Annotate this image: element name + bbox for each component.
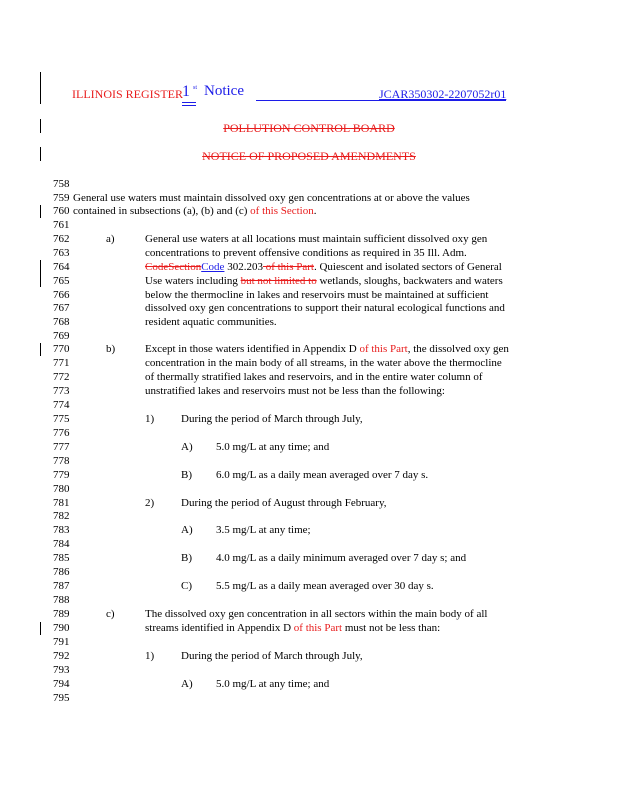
inserted-text: Code — [201, 261, 225, 273]
line-number: 770 — [53, 343, 70, 355]
body-line: Except in those waters identified in Appendix D of this Part, the dissolved oxy gen — [145, 343, 509, 355]
line-number: 781 — [53, 497, 70, 509]
line-number: 771 — [53, 357, 70, 369]
body-line: dissolved oxy gen concentrations to support their natural ecological functions and — [145, 302, 505, 314]
line-number: 760 — [53, 205, 70, 217]
line-number: 777 — [53, 441, 70, 453]
body-line: During the period of August through February, — [181, 497, 387, 509]
body-line: During the period of March through July, — [181, 413, 363, 425]
body-line: 4.0 mg/L as a daily minimum averaged over 7 day s; and — [216, 552, 467, 564]
line-number: 769 — [53, 330, 70, 342]
line-number: 774 — [53, 399, 70, 411]
item-number: 2) — [145, 497, 155, 509]
line-number: 778 — [53, 455, 70, 467]
change-bar — [40, 205, 41, 218]
line-number: 779 — [53, 469, 70, 481]
line-number: 786 — [53, 566, 70, 578]
item-label: B) — [181, 469, 192, 481]
item-label: A) — [181, 441, 193, 453]
body-line: During the period of March through July, — [181, 650, 363, 662]
line-number: 780 — [53, 483, 70, 495]
body-line: 5.0 mg/L at any time; and — [216, 678, 330, 690]
line-number: 758 — [53, 178, 70, 190]
subsection-label: a) — [106, 233, 115, 245]
jcar-code: JCAR350302-2207052r01 — [379, 87, 507, 101]
line-number: 784 — [53, 538, 70, 550]
line-number: 787 — [53, 580, 70, 592]
body-line: 6.0 mg/L as a daily mean averaged over 7 day s. — [216, 469, 429, 481]
body-line: of thermally stratified lakes and reservoirs, and in the entire water column of — [145, 371, 483, 383]
body-line: concentrations to prevent offensive conditions as required in 35 Ill. Adm. — [145, 247, 467, 259]
header-underline — [182, 105, 196, 106]
header-underline — [182, 102, 196, 103]
line-number: 761 — [53, 219, 70, 231]
line-number: 772 — [53, 371, 70, 383]
page-number-superscript: st — [193, 85, 198, 91]
line-number: 766 — [53, 289, 70, 301]
line-number: 762 — [53, 233, 70, 245]
page-number: 1 — [182, 83, 190, 100]
line-number: 790 — [53, 622, 70, 634]
line-number: 788 — [53, 594, 70, 606]
line-number: 792 — [53, 650, 70, 662]
line-number: 768 — [53, 316, 70, 328]
item-label: A) — [181, 678, 193, 690]
item-number: 1) — [145, 650, 155, 662]
line-number: 767 — [53, 302, 70, 314]
line-number: 764 — [53, 261, 70, 273]
item-number: 1) — [145, 413, 155, 425]
change-bar — [40, 260, 41, 287]
item-label: B) — [181, 552, 192, 564]
line-number: 783 — [53, 524, 70, 536]
body-line: CodeSectionCode 302.203 of this Part. Quiescent and isolated sectors of General — [145, 261, 502, 273]
change-bar — [40, 72, 41, 104]
body-line: 5.0 mg/L at any time; and — [216, 441, 330, 453]
line-number: 795 — [53, 692, 70, 704]
body-line: concentration in the main body of all streams, in the water above the thermocline — [145, 357, 502, 369]
line-number: 793 — [53, 664, 70, 676]
body-line: General use waters must maintain dissolved oxy gen concentrations at or above the values — [73, 192, 470, 204]
line-number: 785 — [53, 552, 70, 564]
line-number: 765 — [53, 275, 70, 287]
line-number: 794 — [53, 678, 70, 690]
notice-label: Notice — [204, 83, 244, 99]
subsection-label: b) — [106, 343, 116, 355]
line-number: 773 — [53, 385, 70, 397]
deleted-text: but not limited to — [240, 275, 317, 287]
body-line: 3.5 mg/L at any time; — [216, 524, 311, 536]
line-number: 789 — [53, 608, 70, 620]
body-line: 5.5 mg/L as a daily mean averaged over 30 day s. — [216, 580, 434, 592]
line-number: 791 — [53, 636, 70, 648]
line-number: 782 — [53, 510, 70, 522]
deleted-text: of this Part — [262, 261, 314, 273]
change-bar — [40, 343, 41, 356]
agency-title: POLLUTION CONTROL BOARD — [223, 121, 395, 135]
line-number: 776 — [53, 427, 70, 439]
item-label: C) — [181, 580, 192, 592]
deleted-text: CodeSection — [145, 261, 202, 273]
body-line: General use waters at all locations must maintain sufficient dissolved oxy gen — [145, 233, 488, 245]
body-line: resident aquatic communities. — [145, 316, 277, 328]
line-number: 775 — [53, 413, 70, 425]
body-line: streams identified in Appendix D of this Part must not be less than: — [145, 622, 441, 634]
register-label: ILLINOIS REGISTER — [72, 87, 183, 101]
line-number: 763 — [53, 247, 70, 259]
body-line: unstratified lakes and reservoirs must not be less than the following: — [145, 385, 445, 397]
change-bar — [40, 622, 41, 635]
page-header — [72, 82, 612, 108]
body-line: Use waters including but not limited to wetlands, sloughs, backwaters and waters — [145, 275, 503, 287]
subsection-label: c) — [106, 608, 115, 620]
item-label: A) — [181, 524, 193, 536]
notice-type-title: NOTICE OF PROPOSED AMENDMENTS — [202, 149, 416, 163]
body-line: below the thermocline in lakes and reservoirs must be maintained at sufficient — [145, 289, 489, 301]
line-number: 759 — [53, 192, 70, 204]
body-line: The dissolved oxy gen concentration in all sectors within the main body of all — [145, 608, 488, 620]
body-line: contained in subsections (a), (b) and (c) of this Section. — [73, 205, 317, 217]
